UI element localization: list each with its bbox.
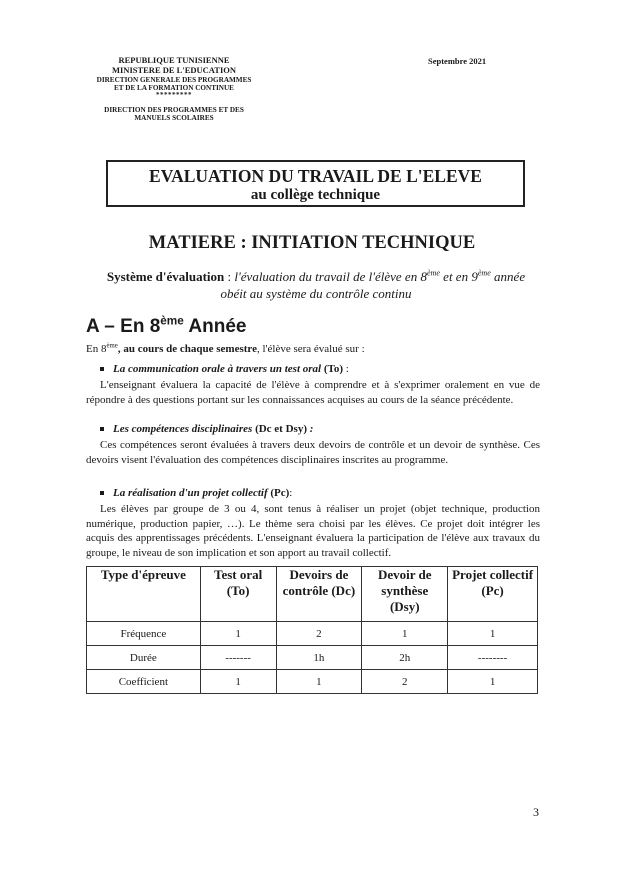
header-devoir-synthese: Devoir de synthèse (Dsy) [362,567,448,622]
paragraph-text: L'enseignant évaluera la capacité de l'élève à comprendre et à s'exprimer oralement en vue de répondre à des questions portant sur les connaissances acquises au cours de la séance précédente. [86,379,540,406]
bullet-suffix: : [343,363,349,375]
ministry-header [80,56,268,123]
bullet-competences [100,422,313,436]
table-cell: 1 [448,622,538,646]
ministry-line: MINISTERE DE L'EDUCATION [111,64,237,75]
direction-line-1: DIRECTION GENERALE DES PROGRAMMES [96,75,252,84]
paragraph-text: Les élèves par groupe de 3 ou 4, sont tenus à réaliser un projet (objet technique, production numérique, production papier, …). Le thème sera choisi par les élèves. Ce projet doit intégrer les acquis des apprentissages précédents. L'enseignant évaluera la participation de l'élève aux travaux du groupe, le niveau de son implication et son apport au travail collectif. [86,503,540,559]
intro-post: , l'élève sera évalué sur : [256,343,365,355]
bullet-square-icon [100,367,104,371]
paragraph-projet [86,502,540,560]
table-row [87,622,538,646]
title-box [106,160,525,207]
evaluation-system-text-b: et en 9 [439,269,478,284]
intro-pre: En 8 [86,343,107,355]
bullet-square-icon [100,491,104,495]
table-cell: ------- [200,646,276,670]
header-type: Type d'épreuve [87,567,201,622]
header-separator: ********* [156,91,192,100]
table-cell: Coefficient [87,670,201,694]
evaluation-system-text-c: année obéit au système du contrôle continu [220,269,526,301]
republic-line: REPUBLIQUE TUNISIENNE [118,55,230,65]
section-a-heading-post: Année [183,316,247,337]
table-row [87,670,538,694]
table-cell: Durée [87,646,201,670]
direction-line-2: ET DE LA FORMATION CONTINUE [114,83,234,92]
paragraph-text: Ces compétences seront évaluées à travers deux devoirs de contrôle et un devoir de synthèse. Ces devoirs visent l'évaluation des compétences disciplinaires inscrites au programme. [86,439,540,466]
direction-line-3: DIRECTION DES PROGRAMMES ET DES [104,106,244,115]
bullet-code: (Pc) [267,487,290,499]
evaluation-system-text-a: l'évaluation du travail de l'élève en 8 [234,269,427,284]
header-test-oral: Test oral (To) [200,567,276,622]
evaluation-system-colon: : [224,269,235,284]
header-projet-collectif: Projet collectif (Pc) [448,567,538,622]
intro-bold: , au cours de chaque semestre [117,343,257,355]
table-cell: 1h [276,646,362,670]
title-line-1: EVALUATION DU TRAVAIL DE L'ELEVE [149,166,482,186]
bullet-suffix: : [289,487,293,499]
paragraph-oral-test [86,378,540,407]
evaluation-table [86,566,538,694]
page-number: 3 [533,805,539,819]
table-cell: 1 [200,670,276,694]
bullet-suffix: : [307,423,314,435]
bullet-projet [100,486,292,500]
bullet-oral-test [100,362,349,376]
bullet-square-icon [100,427,104,431]
table-header-row [87,567,538,622]
table-cell: 1 [200,622,276,646]
section-a-intro [86,342,540,357]
table-cell: 2 [362,670,448,694]
table-cell: 2 [276,622,362,646]
table-cell: 2h [362,646,448,670]
bullet-title: La communication orale à travers un test oral [113,363,322,375]
section-a-heading-pre: A – En 8 [86,316,161,337]
table-row [87,646,538,670]
table-cell: Fréquence [87,622,201,646]
evaluation-system-label: Système d'évaluation [106,269,225,284]
bullet-title: Les compétences disciplinaires [113,423,253,435]
section-a-heading [86,316,246,338]
evaluation-system-sup-a: ème [426,268,440,278]
document-date: Septembre 2021 [428,56,487,66]
table-cell: -------- [448,646,538,670]
paragraph-competences [86,438,540,467]
table-cell: 1 [448,670,538,694]
intro-sup: ème [106,342,118,350]
subject-heading: MATIERE : INITIATION TECHNIQUE [148,233,476,253]
evaluation-system-sup-b: ème [477,268,491,278]
table-cell: 1 [276,670,362,694]
table-cell: 1 [362,622,448,646]
direction-line-4: MANUELS SCOLAIRES [134,114,214,123]
bullet-title: La réalisation d'un projet collectif [113,487,268,499]
header-devoirs-controle: Devoirs de contrôle (Dc) [276,567,362,622]
bullet-code: (Dc et Dsy) [252,423,307,435]
section-a-heading-sup: ème [160,314,184,328]
evaluation-system [96,268,536,302]
title-line-2: au collège technique [250,187,381,203]
bullet-code: (To) [321,363,344,375]
